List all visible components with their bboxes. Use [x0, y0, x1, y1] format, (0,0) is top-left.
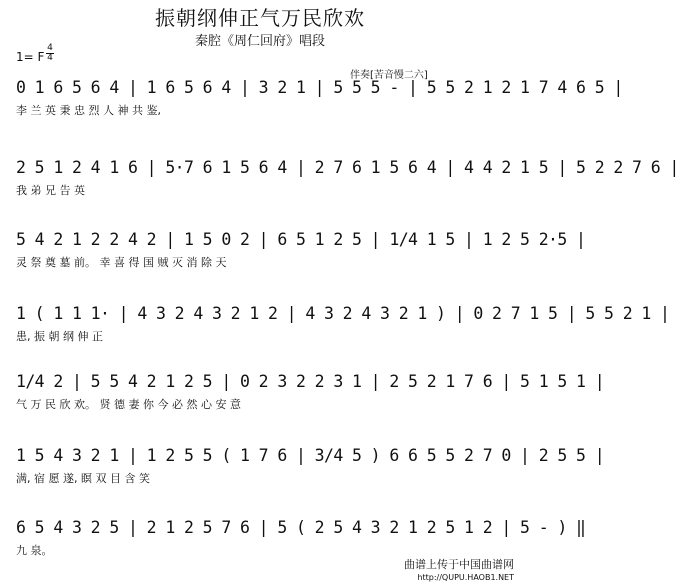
time-signature-bottom: 4 [47, 53, 53, 63]
footer-text: 曲谱上传于中国曲谱网 [404, 558, 514, 571]
lyric-line: 李 兰 英 秉 忠 烈 人 神 共 鉴, [16, 104, 161, 117]
notation-line: 6 5 4 3 2 5 | 2 1 2 5 7 6 | 5 ( 2 5 4 3 2 1 2 5 1 2 | 5 - ) ‖ [16, 518, 586, 537]
watermark-footer [404, 556, 514, 582]
score-system-3 [0, 230, 586, 300]
lyric-line: 患, 振 朝 纲 伸 正 [16, 330, 103, 343]
key-signature: 1= F [16, 50, 45, 64]
score-system-2 [0, 158, 679, 228]
song-subtitle: 秦腔《周仁回府》唱段 [194, 34, 325, 49]
lyric-line: 满, 宿 愿 遂, 瞑 双 目 含 笑 [16, 472, 150, 485]
score-system-5 [0, 372, 605, 442]
time-signature-top: 4 [47, 43, 53, 53]
lyric-line: 气 万 民 欣 欢。 贤 德 妻 你 今 必 然 心 安 意 [16, 398, 241, 411]
song-title: 振朝纲伸正气万民欣欢 [155, 6, 365, 30]
score-system-4 [0, 304, 670, 374]
time-signature [46, 44, 54, 63]
notation-line: 1 ( 1 1 1· | 4 3 2 4 3 2 1 2 | 4 3 2 4 3 2 1 ) | 0 2 7 1 5 | 5 5 2 1 | [16, 304, 670, 323]
accompaniment-label: 伴奏[苦音慢二六] [350, 70, 428, 81]
notation-line: 0 1 6 5 6 4 | 1 6 5 6 4 | 3 2 1 | 5 5 5 - | 5 5 2 1 2 1 7 4 6 5 | [16, 78, 623, 97]
lyric-line: 九 泉。 [16, 544, 53, 557]
notation-line: 5 4 2 1 2 2 4 2 | 1 5 0 2 | 6 5 1 2 5 | 1/4 1 5 | 1 2 5 2·5 | [16, 230, 586, 249]
score-system-6 [0, 446, 605, 516]
footer-url: http://QUPU.HAOB1.NET [417, 573, 514, 582]
score-system-1 [0, 78, 623, 148]
lyric-line: 我 弟 兄 告 英 [16, 184, 85, 197]
notation-line: 2 5 1 2 4 1 6 | 5·7 6 1 5 6 4 | 2 7 6 1 5 6 4 | 4 4 2 1 5 | 5 2 2 7 6 | [16, 158, 679, 177]
notation-line: 1 5 4 3 2 1 | 1 2 5 5 ( 1 7 6 | 3/4 5 ) 6 6 5 5 2 7 0 | 2 5 5 | [16, 446, 605, 465]
lyric-line: 灵 祭 奠 墓 前。 幸 喜 得 国 贼 灭 消 除 天 [16, 256, 227, 269]
notation-line: 1/4 2 | 5 5 4 2 1 2 5 | 0 2 3 2 2 3 1 | 2 5 2 1 7 6 | 5 1 5 1 | [16, 372, 605, 391]
